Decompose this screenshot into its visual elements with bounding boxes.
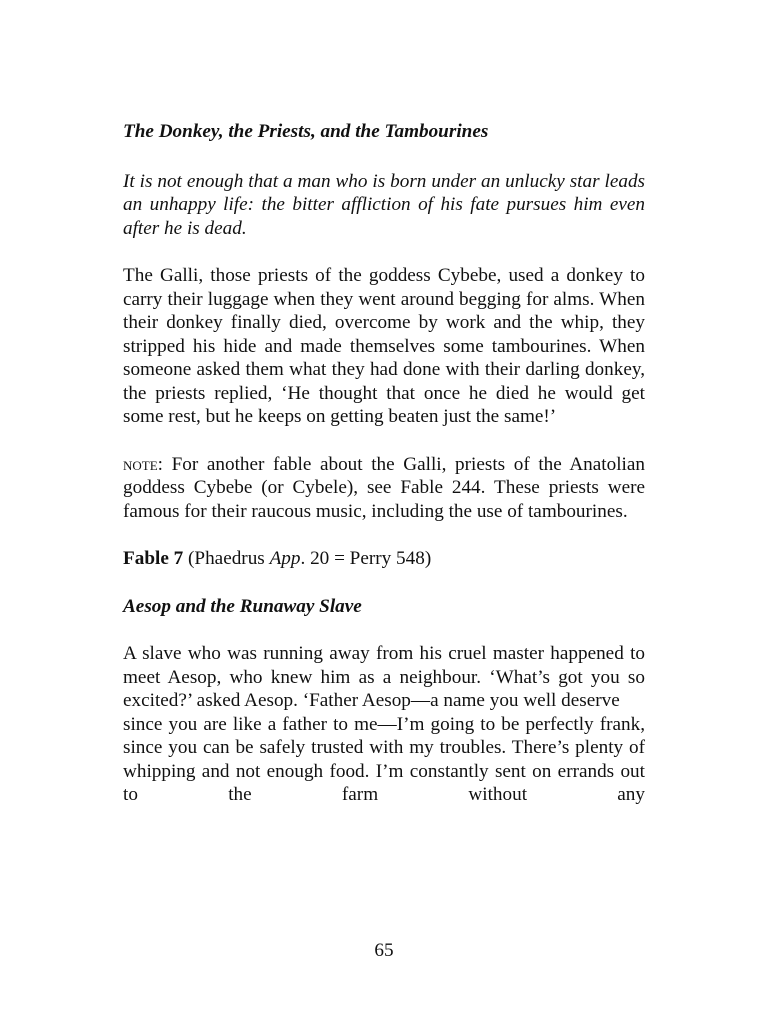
fable-body-2-part2: since you are like a father to me—I’m going to be perfectly frank, since you can be safely trusted with my troubles. There’s plenty of whipping and not enough food. I’m constantly sent on errands out to the farm without any [123, 713, 645, 805]
fable-body-2 [123, 642, 645, 807]
fable-source-rest: . 20 = Perry 548) [300, 548, 432, 569]
page-number: 65 [374, 940, 394, 961]
fable-title-2: Aesop and the Runaway Slave [123, 595, 362, 617]
page-content [123, 120, 645, 807]
fable-source-app: App [269, 548, 301, 569]
fable-source-open: (Phaedrus [183, 548, 270, 569]
note-label: note: [123, 453, 163, 475]
fable-body: The Galli, those priests of the goddess Cybebe, used a donkey to carry their luggage when they went around begging for alms. When their donkey finally died, overcome by work and the whip, they stripped his hide and made themselves some tambourines. When someone asked them what they had done with their darling donkey, the priests replied, ‘He thought that once he died he would get some rest, but he keeps on getting beaten just the same!’ [123, 265, 645, 427]
fable-title: The Donkey, the Priests, and the Tambourines [123, 121, 489, 142]
note-text: For another fable about the Galli, priests of the Anatolian goddess Cybebe (or Cybele), see Fable 244. These priests were famous for their raucous music, including the use of tambourines. [123, 453, 645, 522]
fable-moral: It is not enough that a man who is born under an unlucky star leads an unhappy life: the bitter affliction of his fate pursues him even after he is dead. [123, 170, 645, 239]
fable-note [123, 453, 645, 524]
fable-heading [123, 547, 645, 571]
fable-number: Fable 7 [123, 548, 184, 569]
fable-body-2-part1: A slave who was running away from his cruel master happened to meet Aesop, who knew him as a neighbour. ‘What’s got you so excited?’ asked Aesop. ‘Father Aesop—a name you well deserve [123, 643, 645, 711]
